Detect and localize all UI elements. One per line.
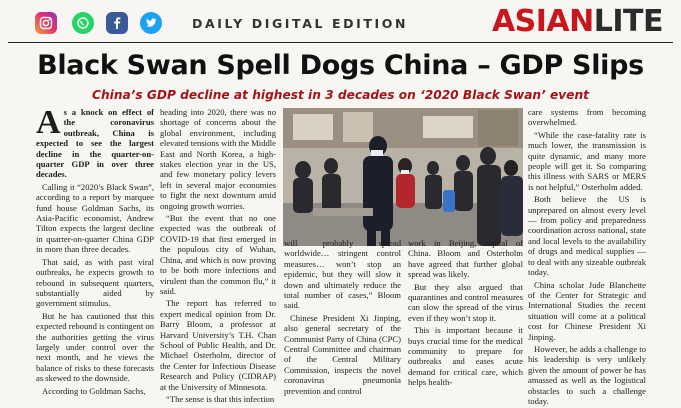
article-column-5	[528, 107, 646, 408]
lead-text: s a knock on effect of the coronavirus outbreak, China is expected to see the largest decline in the quarter-on-quarter GDP in over three decades.	[36, 107, 154, 180]
whatsapp-icon[interactable]	[72, 12, 94, 34]
article-column-2	[160, 107, 276, 406]
article-photo[interactable]	[283, 108, 523, 246]
article-subhead: China’s GDP decline at highest in 3 decades on ‘2020 Black Swan’ event	[92, 88, 589, 102]
photo-crowd-scene	[283, 108, 523, 246]
paragraph: work in Beijing, capital of China. Bloom and Osterholm have agreed that further global spread was likely.	[408, 238, 523, 280]
paragraph: Both believe the US is unprepared on almost every level — from policy and preparedness coordination across national, state and local levels to the availability of drugs and medical supplies — to deal with any sizeable outbreak today.	[528, 194, 646, 278]
logo-part-asian: ASIAN	[491, 4, 594, 39]
paragraph: But they also argued that quarantines and control measures can slow the spread of the virus even if they won’t stop it.	[408, 281, 523, 323]
paragraph: “But the event that no one expected was the outbreak of COVID-19 that first emerged in the populous city of Wuhan, China, and which is now proving to be both more infections and virulent than the common flu,” it said.	[160, 213, 276, 296]
facebook-icon[interactable]	[106, 12, 128, 34]
article-headline: Black Swan Spell Dogs China – GDP Slips	[37, 50, 644, 81]
edition-label: DAILY DIGITAL EDITION	[192, 16, 409, 31]
article-column-4	[408, 238, 523, 390]
masthead	[0, 0, 681, 42]
paragraph: care systems from becoming overwhelmed.	[528, 107, 646, 128]
paragraph: “While the case-fatality rate is much lower, the transmission is quite dynamic, and many more people will get it. So comparing this illness with SARS or MERS is not helpful,” Osterholm added.	[528, 129, 646, 192]
article-column-1	[36, 104, 154, 398]
paragraph: But he has cautioned that this expected rebound is contingent on the authorities getting the virus largely under control over the next month, and he views the balance of risks to these forecasts as skewed to the downside.	[36, 310, 154, 384]
paragraph: That said, as with past viral outbreaks, he expects growth to rebound in subsequent quarters, substantially aided by government stimulus.	[36, 256, 154, 309]
paragraph: The report has referred to expert medical opinion from Dr. Barry Bloom, a professor at Harvard University’s T.H. Chan School of Public Health, and Dr. Michael Osterholm, director of the Center for Infectious Disease Research and Policy (CIDRAP) at the University of Minnesota.	[160, 298, 276, 392]
logo-part-lite: LITE	[593, 4, 663, 39]
paragraph: China scholar Jude Blanchette of the Center for Strategic and International Studies the recent situation will come at a political cost for Chinese President Xi Jinping.	[528, 279, 646, 342]
site-logo[interactable]	[492, 4, 663, 39]
drop-cap: A	[36, 104, 61, 141]
top-divider	[8, 42, 673, 43]
twitter-icon[interactable]	[140, 12, 162, 34]
article-column-3	[284, 238, 401, 398]
paragraph: “The sense is that this infection	[166, 393, 275, 404]
paragraph: will probably spread worldwide… stringent control measures… won’t stop an epidemic, but they will slow it down and ultimately reduce the total number of cases,” Bloom said.	[284, 238, 401, 311]
instagram-icon[interactable]	[35, 12, 57, 34]
paragraph: According to Goldman Sachs,	[42, 385, 146, 396]
paragraph: Chinese President Xi Jinping, also general secretary of the Communist Party of China (CPC) Central Committee and chairman of the Central Military Commission, inspects the novel coronavirus pneumonia prevention and control	[284, 312, 401, 396]
paragraph: However, he adds a challenge to his leadership is very unlikely given the amount of power he has amassed as well as the logistical obstacles to such a challenge today.	[528, 343, 646, 406]
paragraph: This is important because it buys crucial time for the medical community to prepare for outbreaks and eases acute demand for critical care, which helps health-	[408, 325, 523, 388]
lead-paragraph	[36, 104, 154, 180]
paragraph: heading into 2020, there was no shortage of concerns about the global environment, including elevated tensions with the Middle East and North Korea, a high-stakes election year in the US, and few monetary policy levers left in several major economies to fight the next downturn amid ongoing growth worries.	[160, 107, 276, 211]
paragraph: Calling it “2020’s Black Swan”, according to a report by marquee fund house Goldman Sachs, its Asia-Pacific economist, Andrew Tilton expects the largest decline in quarter-on-quarter China GDP in more than three decades.	[36, 181, 154, 255]
